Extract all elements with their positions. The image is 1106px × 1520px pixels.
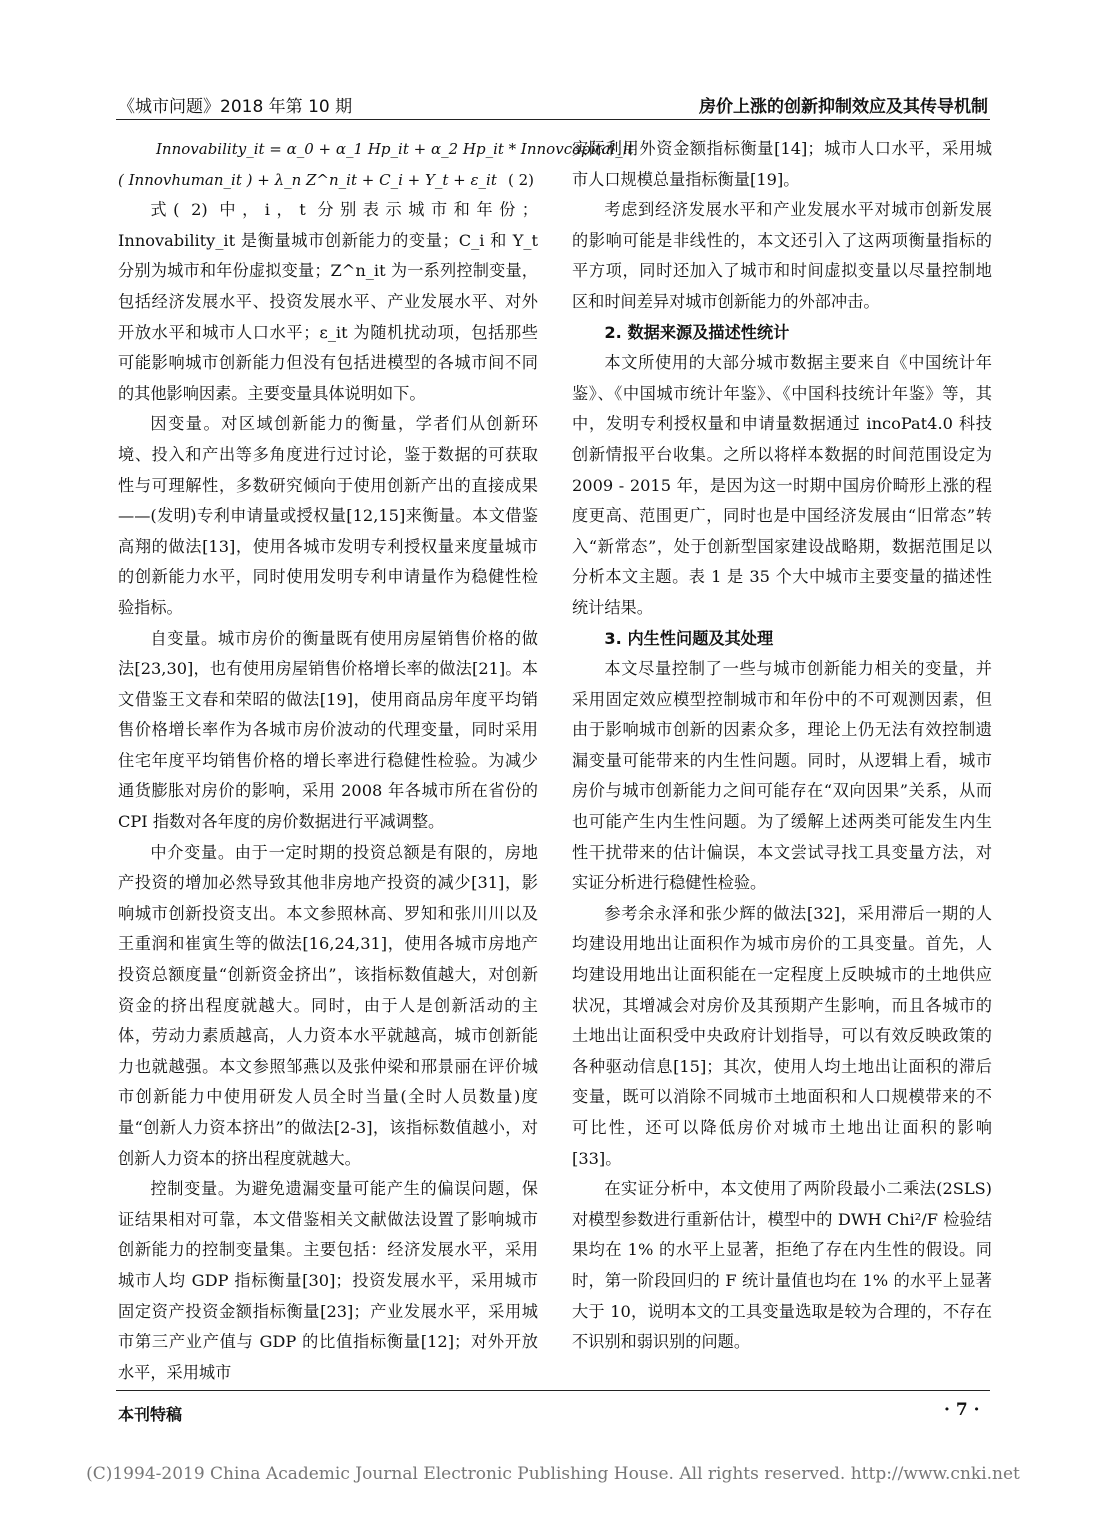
paragraph-dependent-variable: 因变量。对区域创新能力的衡量，学者们从创新环境、投入和产出等多角度进行过讨论，鉴于数据的可获取性与可理解性，多数研究倾向于使用创新产出的直接成果——(发明)专利申请量或授权量[12,15]来衡量。本文借鉴高翔的做法[13]，使用各城市发明专利授权量来度量城市的创新能力水平，同时使用发明专利申请量作为稳健性检验指标。 (118, 414, 538, 617)
equation-line-1: Innovability_it = α_0 + α_1 Hp_it + α_2 Hp_it * Innovcapital_it (156, 140, 634, 158)
paragraph-instrument: 参考余永泽和张少辉的做法[32]，采用滞后一期的人均建设用地出让面积作为城市房价的工具变量。首先，人均建设用地出让面积能在一定程度上反映城市的土地供应状况，其增减会对房价及其预期产生影响，而且各城市的土地出让面积受中央政府计划指导，可以有效反映政策的各种驱动信息[15]；其次，使用人均土地出让面积的滞后变量，既可以消除不同城市土地面积和人口规模带来的不可比性，还可以降低房价对城市土地出让面积的影响[33]。 (572, 903, 992, 1168)
equation-line-2-body: ( Innovhuman_it ) + λ_n Z^n_it + C_i + Y_t + ε_it (118, 170, 497, 189)
paragraph-mediating-variable: 中介变量。由于一定时期的投资总额是有限的，房地产投资的增加必然导致其他非房地产投资的减少[31]，影响城市创新投资支出。本文参照林高、罗知和张川川以及王重润和崔寅生等的做法[16,24,31]，使用各城市房地产投资总额度量“创新资金挤出”，该指标数值越大，对创新资金的挤出程度就越大。同时，由于人是创新活动的主体，劳动力素质越高，人力资本水平就越高，城市创新能力也就越强。本文参照邹燕以及张仲梁和邢景丽在评价城市创新能力中使用研发人员全时当量(全时人员数量)度量“创新人力资本挤出”的做法[2-3]，该指标数值越小，对创新人力资本的挤出程度就越大。 (118, 842, 538, 1168)
header-rule (116, 119, 990, 120)
footer-rule (116, 1390, 990, 1391)
section-heading-endogeneity: 3. 内生性问题及其处理 (604, 628, 774, 648)
paragraph-independent-variable: 自变量。城市房价的衡量既有使用房屋销售价格的做法[23,30]，也有使用房屋销售价格增长率的做法[21]。本文借鉴王文春和荣昭的做法[19]，使用商品房年度平均销售价格增长率作为各城市房价波动的代理变量，同时采用住宅年度平均销售价格的增长率进行稳健性检验。为减少通货膨胀对房价的影响，采用 2008 年各城市所在省份的 CPI 指数对各年度的房价数据进行平减调整。 (118, 628, 538, 832)
right-column (572, 134, 992, 1358)
paragraph-2sls: 在实证分析中，本文使用了两阶段最小二乘法(2SLS)对模型参数进行重新估计，模型中的 DWH Chi²/F 检验结果均在 1% 的水平上显著，拒绝了存在内生性的假设。同时，第一阶段回归的 F 统计量值也均在 1% 的水平上显著大于 10，说明本文的工具变量选取是较为合理的，不存在不识别和弱识别的问题。 (572, 1179, 992, 1352)
article-running-title: 房价上涨的创新抑制效应及其传导机制 (699, 97, 988, 117)
paragraph-data-source: 本文所使用的大部分城市数据主要来自《中国统计年鉴》、《中国城市统计年鉴》、《中国科技统计年鉴》等，其中，发明专利授权量和申请量数据通过 incoPat4.0 科技创新情报平台收集。之所以将样本数据的时间范围设定为 2009 - 2015 年，是因为这一时期中国房价畸形上涨的程度更高、范围更广，同时也是中国经济发展由“旧常态”转入“新常态”，处于创新型国家建设战略期，数据范围足以分析本文主题。表 1 是 35 个大中城市主要变量的描述性统计结果。 (572, 353, 992, 617)
section-heading-data-source: 2. 数据来源及描述性统计 (604, 322, 790, 342)
paragraph-control-continued: 实际利用外资金额指标衡量[14]；城市人口水平，采用城市人口规模总量指标衡量[19]。 (572, 139, 992, 189)
journal-issue: 《城市问题》2018 年第 10 期 (118, 97, 353, 117)
copyright-notice: (C)1994-2019 China Academic Journal Electronic Publishing House. All rights reserved. http://www.cnki.net (86, 1464, 1020, 1484)
paragraph-nonlinear: 考虑到经济发展水平和产业发展水平对城市创新发展的影响可能是非线性的，本文还引入了这两项衡量指标的平方项，同时还加入了城市和时间虚拟变量以尽量控制地区和时间差异对城市创新能力的外部冲击。 (572, 200, 992, 311)
paragraph-control-variable: 控制变量。为避免遗漏变量可能产生的偏误问题，保证结果相对可靠，本文借鉴相关文献做法设置了影响城市创新能力的控制变量集。主要包括：经济发展水平，采用城市人均 GDP 指标衡量[30]；投资发展水平，采用城市固定资产投资金额指标衡量[23]；产业发展水平，采用城市第三产业产值与 GDP 的比值指标衡量[12]；对外开放水平，采用城市 (118, 1179, 538, 1382)
equation-line-2 (118, 165, 538, 196)
paragraph-equation-explanation: 式( 2) 中，i，t 分别表示城市和年份；Innovability_it 是衡量城市创新能力的变量；C_i 和 Y_t 分别为城市和年份虚拟变量；Z^n_it 为一系列控制变量，包括经济发展水平、投资发展水平、产业发展水平、对外开放水平和城市人口水平；ε_it 为随机扰动项，包括那些可能影响城市创新能力但没有包括进模型的各城市间不同的其他影响因素。主要变量具体说明如下。 (118, 200, 538, 403)
page-number: · 7 · (944, 1400, 980, 1420)
left-column (118, 134, 634, 1388)
equation-number: ( 2) (507, 170, 534, 189)
section-label: 本刊特稿 (118, 1405, 183, 1424)
paragraph-endogeneity: 本文尽量控制了一些与城市创新能力相关的变量，并采用固定效应模型控制城市和年份中的不可观测因素，但由于影响城市创新的因素众多，理论上仍无法有效控制遗漏变量可能带来的内生性问题。同时，从逻辑上看，城市房价与城市创新能力之间可能存在“双向因果”关系，从而也可能产生内生性问题。为了缓解上述两类可能发生内生性干扰带来的估计偏误，本文尝试寻找工具变量方法，对实证分析进行稳健性检验。 (572, 659, 992, 893)
